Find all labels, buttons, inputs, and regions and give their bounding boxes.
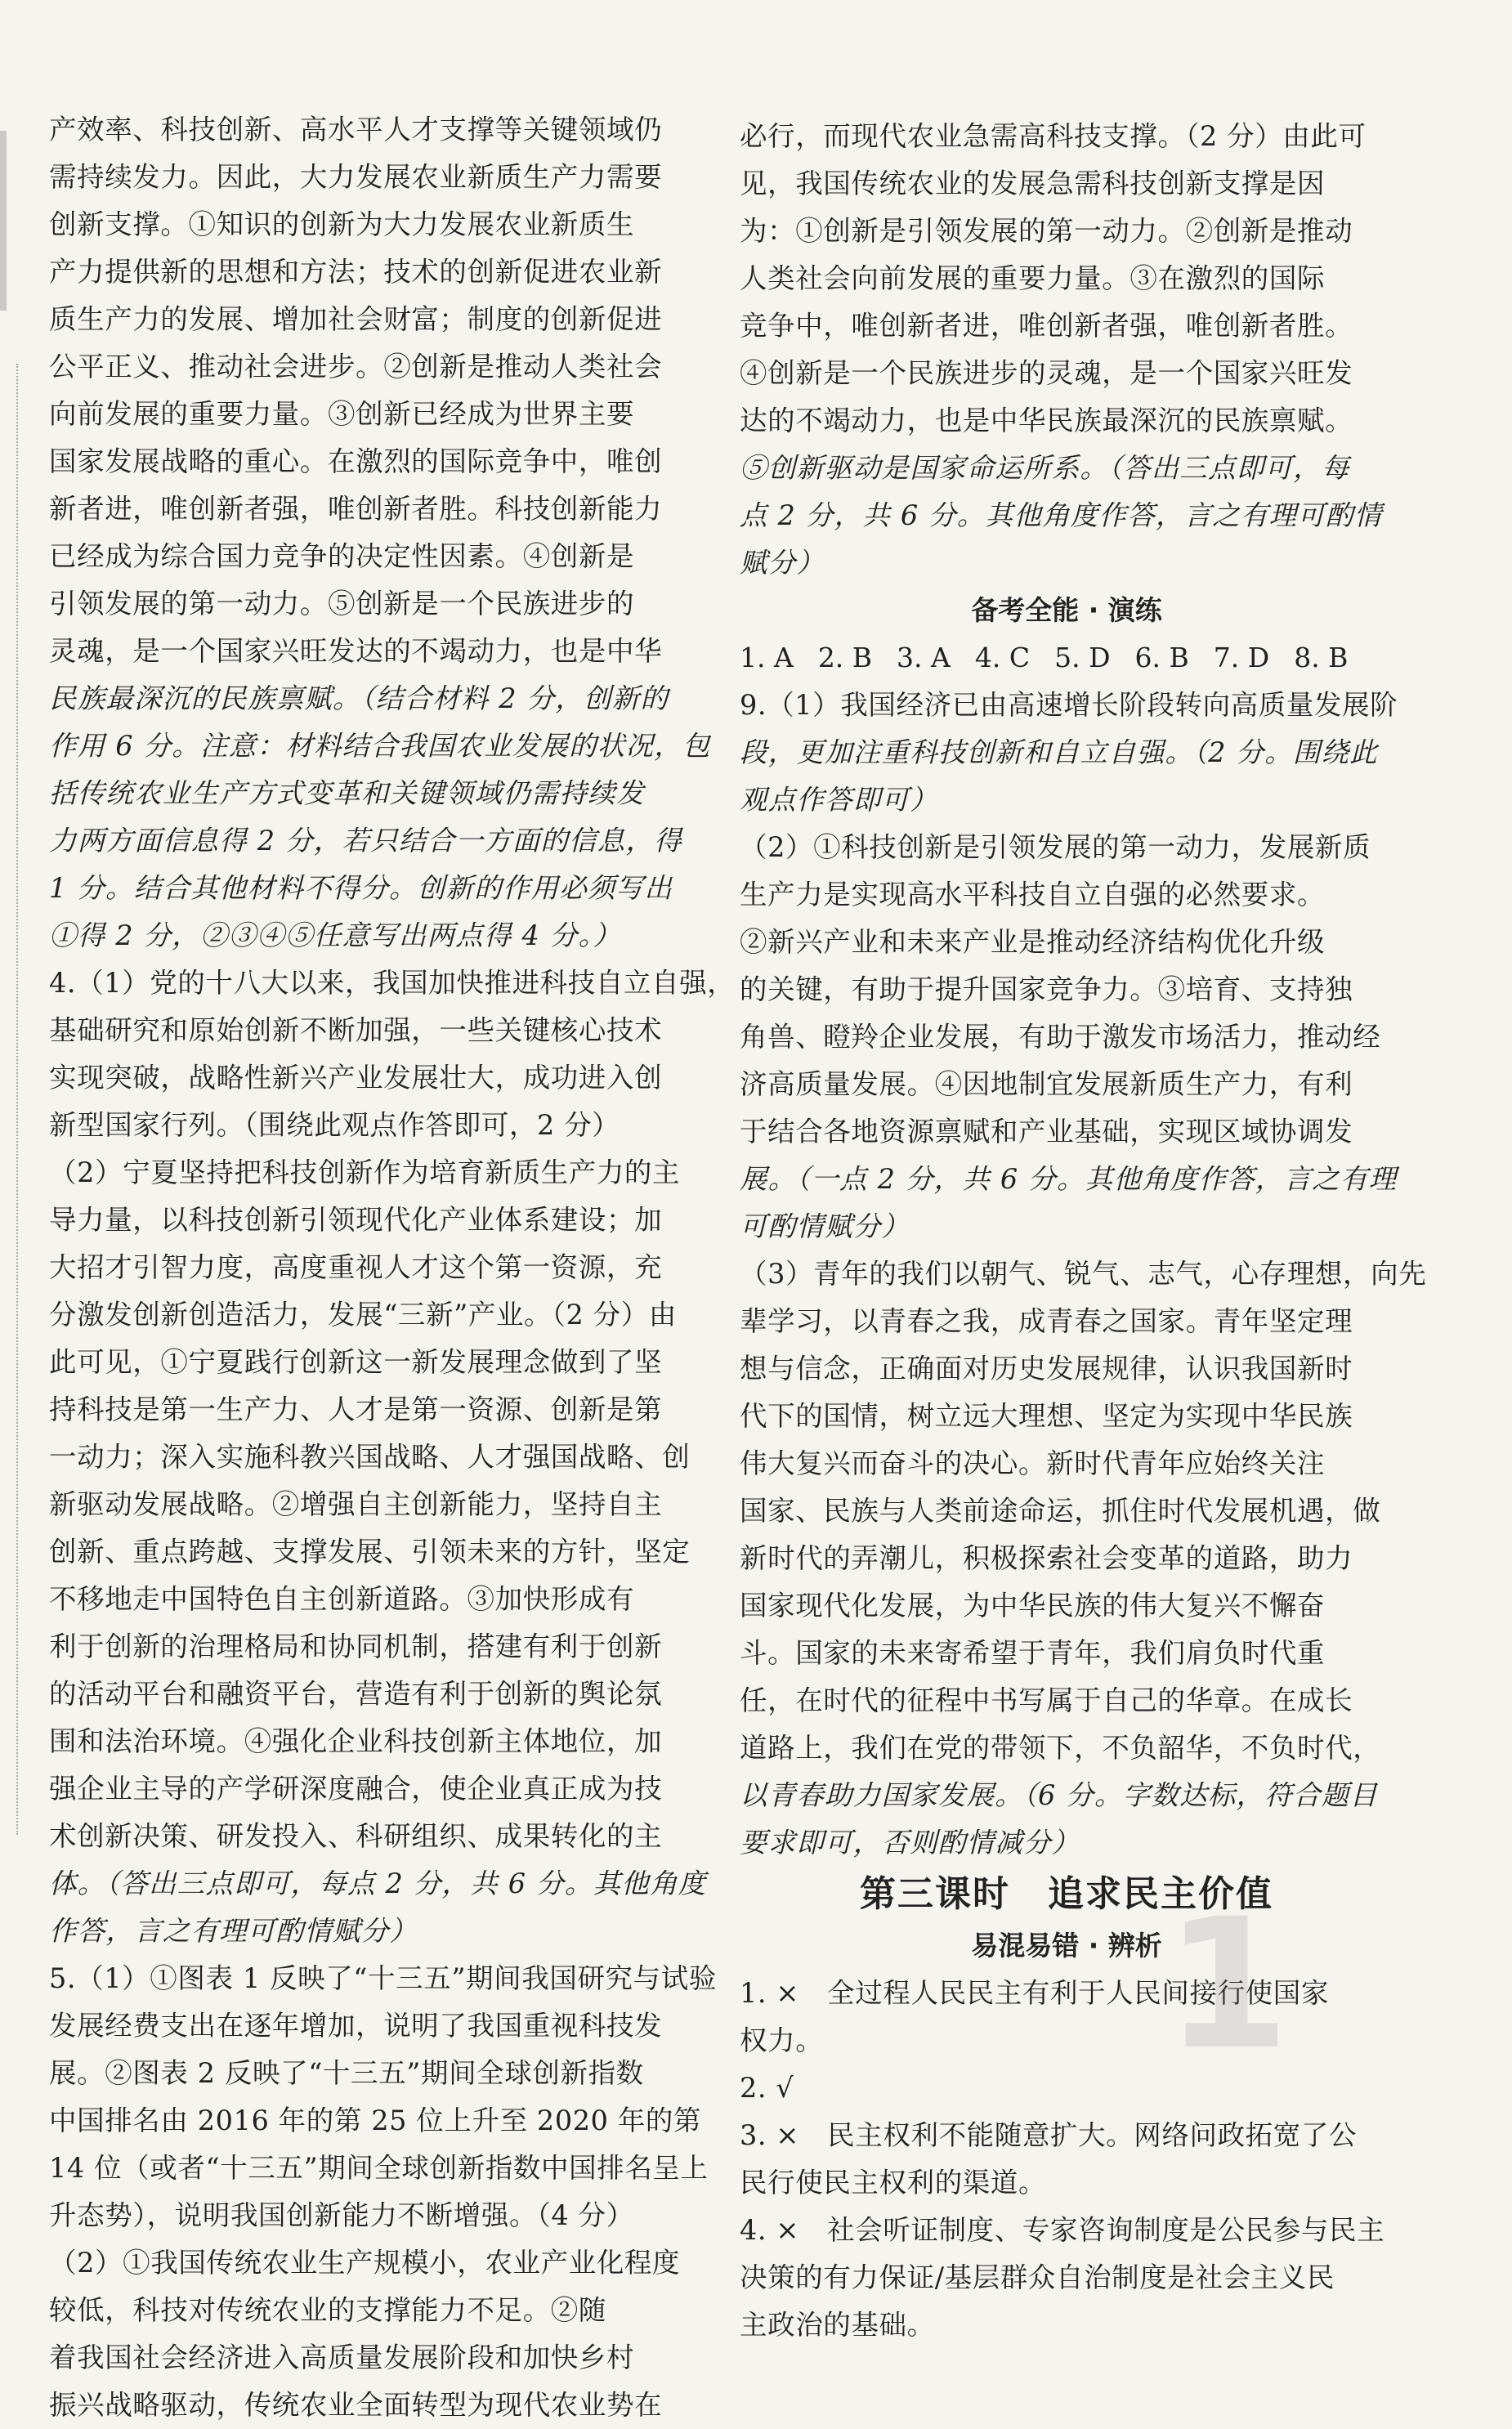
text-line: 产效率、科技创新、高水平人才支撑等关键领域仍	[49, 114, 663, 145]
text-line: 此可见，①宁夏践行创新这一新发展理念做到了坚	[49, 1346, 663, 1378]
text-line: 术创新决策、研发投入、科研组织、成果转化的主	[49, 1820, 663, 1852]
text-line: （3）青年的我们以朝气、锐气、志气，心存理想，向先	[740, 1258, 1427, 1290]
choice-answer: 4. C	[974, 642, 1031, 673]
text-line: 新型国家行列。（围绕此观点作答即可，2 分）	[49, 1109, 620, 1141]
text-line: 济高质量发展。④因地制宜发展新质生产力，有利	[740, 1068, 1353, 1100]
right-bottom-block	[740, 1970, 1393, 2349]
text-line: 辈学习，以青春之我，成青春之国家。青年坚定理	[740, 1305, 1353, 1337]
text-line: 创新支撑。①知识的创新为大力发展农业新质生	[49, 208, 635, 240]
text-line: 持科技是第一生产力、人才是第一资源、创新是第	[49, 1393, 663, 1425]
text-line: 强企业主导的产学研深度融合，使企业真正成为技	[49, 1773, 663, 1805]
text-line: 2. √	[740, 2072, 794, 2104]
text-line: 创新、重点跨越、支撑发展、引领未来的方针，坚定	[49, 1536, 691, 1568]
text-line: 力两方面信息得 2 分，若只结合一方面的信息，得	[49, 825, 682, 857]
text-line: 要求即可，否则酌情减分）	[740, 1827, 1080, 1859]
section-heading-practice: 备考全能 · 演练	[971, 594, 1162, 626]
multiple-choice-answers	[740, 634, 1393, 682]
text-line: 权力。	[740, 2024, 824, 2056]
text-line: 观点作答即可）	[740, 784, 938, 816]
text-line: 的关键，有助于提升国家竞争力。③培育、支持独	[740, 973, 1353, 1005]
text-line: 为：①创新是引领发展的第一动力。②创新是推动	[740, 215, 1353, 247]
lesson-title: 第三课时 追求民主价值	[860, 1873, 1273, 1915]
text-line: 灵魂，是一个国家兴旺发达的不竭动力，也是中华	[49, 635, 663, 667]
text-line: 于结合各地资源禀赋和产业基础，实现区域协调发	[740, 1116, 1353, 1147]
text-line: 点 2 分，共 6 分。其他角度作答，言之有理可酌情	[740, 499, 1383, 531]
text-line: 9.（1）我国经济已由高速增长阶段转向高质量发展阶	[740, 689, 1398, 721]
text-line: 较低，科技对传统农业的支撑能力不足。②随	[49, 2294, 606, 2326]
text-line: 民行使民主权利的渠道。	[740, 2167, 1047, 2199]
text-line: 大招才引智力度，高度重视人才这个第一资源，充	[49, 1251, 663, 1283]
text-line: 竞争中，唯创新者进，唯创新者强，唯创新者胜。	[740, 310, 1353, 342]
text-line: 段，更加注重科技创新和自立自强。（2 分。围绕此	[740, 736, 1379, 768]
text-line: 国家现代化发展，为中华民族的伟大复兴不懈奋	[740, 1590, 1326, 1622]
text-line: 见，我国传统农业的发展急需科技创新支撑是因	[740, 168, 1326, 199]
right-top-block	[740, 113, 1393, 587]
text-line: 1 分。结合其他材料不得分。创新的作用必须写出	[49, 872, 673, 904]
binding-strip	[0, 131, 7, 311]
text-line: 着我国社会经济进入高质量发展阶段和加快乡村	[49, 2342, 635, 2373]
text-line: 利于创新的治理格局和协同机制，搭建有利于创新	[49, 1631, 663, 1662]
choice-answer: 2. B	[817, 642, 873, 673]
text-line: 角兽、瞪羚企业发展，有助于激发市场活力，推动经	[740, 1021, 1381, 1053]
text-line: ⑤创新驱动是国家命运所系。（答出三点即可，每	[740, 452, 1350, 484]
text-line: 生产力是实现高水平科技自立自强的必然要求。	[740, 879, 1326, 910]
text-line: （2）①科技创新是引领发展的第一动力，发展新质	[740, 831, 1371, 863]
text-line: 国家、民族与人类前途命运，抓住时代发展机遇，做	[740, 1495, 1381, 1527]
text-line: 向前发展的重要力量。③创新已经成为世界主要	[49, 398, 635, 430]
text-line: 振兴战略驱动，传统农业全面转型为现代农业势在	[49, 2389, 663, 2421]
text-line: 展。②图表 2 反映了“十三五”期间全球创新指数	[49, 2057, 644, 2089]
text-line: 质生产力的发展、增加社会财富；制度的创新促进	[49, 303, 663, 335]
text-line: 分激发创新创造活力，发展“三新”产业。（2 分）由	[49, 1299, 677, 1331]
text-line: 4.（1）党的十八大以来，我国加快推进科技自立自强，	[49, 967, 736, 999]
text-line: 作答，言之有理可酌情赋分）	[49, 1915, 418, 1947]
text-line: 已经成为综合国力竞争的决定性因素。④创新是	[49, 540, 635, 572]
text-line: 需持续发力。因此，大力发展农业新质生产力需要	[49, 161, 663, 193]
text-line: 1. × 全过程人民民主有利于人民间接行使国家	[740, 1977, 1329, 2009]
margin-dotted-rule	[16, 364, 18, 1835]
text-line: 达的不竭动力，也是中华民族最深沉的民族禀赋。	[740, 405, 1353, 436]
choice-answer: 1. A	[740, 642, 794, 673]
page-number-watermark: 1	[1165, 1880, 1291, 2089]
choice-answer: 6. B	[1134, 642, 1189, 673]
section-heading-errors: 易混易错 · 辨析	[971, 1930, 1162, 1962]
choice-answer: 7. D	[1213, 642, 1270, 673]
text-line: 斗。国家的未来寄希望于青年，我们肩负时代重	[740, 1637, 1326, 1669]
text-line: 5.（1）①图表 1 反映了“十三五”期间我国研究与试验	[49, 1962, 717, 1994]
text-line: 4. × 社会听证制度、专家咨询制度是公民参与民主	[740, 2214, 1385, 2246]
text-line: 新者进，唯创新者强，唯创新者胜。科技创新能力	[49, 493, 663, 525]
text-line: 道路上，我们在党的带领下，不负韶华，不负时代，	[740, 1732, 1381, 1764]
choice-answer: 3. A	[897, 642, 951, 673]
text-line: 主政治的基础。	[740, 2309, 935, 2341]
text-line: 人类社会向前发展的重要力量。③在激烈的国际	[740, 262, 1326, 294]
right-mid-block	[740, 682, 1427, 1867]
text-line: 想与信念，正确面对历史发展规律，认识我国新时	[740, 1353, 1353, 1384]
text-line: 发展经费支出在逐年增加，说明了我国重视科技发	[49, 2010, 663, 2042]
text-line: ①得 2 分，②③④⑤任意写出两点得 4 分。）	[49, 919, 622, 951]
text-line: 国家发展战略的重心。在激烈的国际竞争中，唯创	[49, 445, 663, 477]
choice-answer: 5. D	[1054, 642, 1111, 673]
text-line: 产力提供新的思想和方法；技术的创新促进农业新	[49, 256, 663, 288]
text-line: ④创新是一个民族进步的灵魂，是一个国家兴旺发	[740, 357, 1353, 389]
text-line: 民族最深沉的民族禀赋。（结合材料 2 分，创新的	[49, 682, 669, 714]
text-line: 任，在时代的征程中书写属于自己的华章。在成长	[740, 1684, 1353, 1716]
text-line: 决策的有力保证/基层群众自治制度是社会主义民	[740, 2261, 1335, 2293]
text-line: （2）宁夏坚持把科技创新作为培育新质生产力的主	[49, 1156, 681, 1188]
text-line: 的活动平台和融资平台，营造有利于创新的舆论氛	[49, 1678, 663, 1710]
text-line: 围和法治环境。④强化企业科技创新主体地位，加	[49, 1725, 663, 1757]
text-line: 代下的国情，树立远大理想、坚定为实现中华民族	[740, 1400, 1353, 1432]
text-line: 14 位（或者“十三五”期间全球创新指数中国排名呈上	[49, 2152, 709, 2184]
choice-answer: 8. B	[1294, 642, 1349, 673]
text-line: 公平正义、推动社会进步。②创新是推动人类社会	[49, 351, 663, 382]
text-line: 中国排名由 2016 年的第 25 位上升至 2020 年的第	[49, 2105, 702, 2136]
text-line: （2）①我国传统农业生产规模小，农业产业化程度	[49, 2247, 681, 2279]
text-line: 导力量，以科技创新引领现代化产业体系建设；加	[49, 1204, 663, 1236]
text-line: 3. × 民主权利不能随意扩大。网络问政拓宽了公	[740, 2119, 1358, 2151]
text-line: 作用 6 分。注意：材料结合我国农业发展的状况，包	[49, 730, 711, 762]
text-line: 引领发展的第一动力。⑤创新是一个民族进步的	[49, 588, 635, 620]
left-column	[49, 106, 736, 2429]
text-line: 赋分）	[740, 547, 825, 579]
text-line: 括传统农业生产方式变革和关键领域仍需持续发	[49, 777, 645, 809]
right-column	[740, 113, 1427, 2349]
text-line: 以青春助力国家发展。（6 分。字数达标，符合题目	[740, 1779, 1379, 1811]
text-line: ②新兴产业和未来产业是推动经济结构优化升级	[740, 926, 1326, 958]
text-line: 可酌情赋分）	[740, 1210, 910, 1242]
text-line: 不移地走中国特色自主创新道路。③加快形成有	[49, 1583, 635, 1615]
text-line: 升态势），说明我国创新能力不断增强。（4 分）	[49, 2199, 634, 2231]
text-line: 必行，而现代农业急需高科技支撑。（2 分）由此可	[740, 120, 1367, 152]
text-line: 基础研究和原始创新不断加强，一些关键核心技术	[49, 1014, 663, 1046]
text-line: 展。（一点 2 分，共 6 分。其他角度作答，言之有理	[740, 1163, 1398, 1195]
text-line: 新驱动发展战略。②增强自主创新能力，坚持自主	[49, 1488, 663, 1520]
text-line: 一动力；深入实施科教兴国战略、人才强国战略、创	[49, 1441, 691, 1473]
text-line: 体。（答出三点即可，每点 2 分，共 6 分。其他角度	[49, 1868, 707, 1899]
text-line: 新时代的弄潮儿，积极探索社会变革的道路，助力	[740, 1542, 1353, 1574]
text-line: 伟大复兴而奋斗的决心。新时代青年应始终关注	[740, 1447, 1326, 1479]
text-line: 实现突破，战略性新兴产业发展壮大，成功进入创	[49, 1062, 663, 1094]
